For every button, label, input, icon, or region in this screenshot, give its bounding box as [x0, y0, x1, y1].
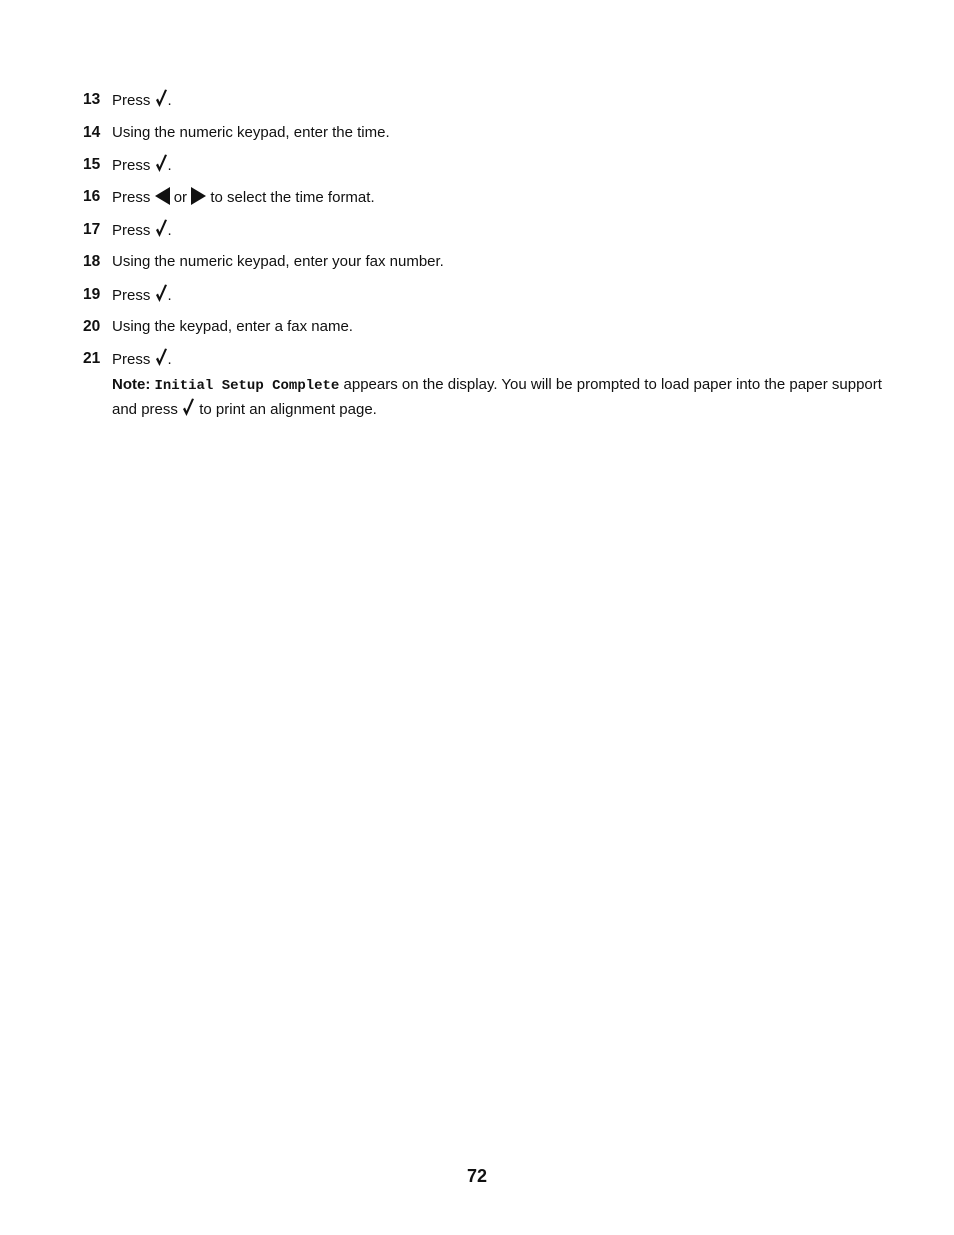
step-number: 18: [83, 253, 101, 271]
checkmark-icon: [155, 284, 168, 303]
right-arrow-icon: [191, 187, 206, 205]
step-16: [83, 181, 883, 213]
step-text: Using the numeric keypad, enter your fax number.: [112, 253, 444, 271]
step-13: [83, 84, 883, 116]
step-text: Using the numeric keypad, enter the time.: [112, 123, 390, 141]
step-number: 16: [83, 188, 101, 206]
step-number: 21: [83, 350, 101, 368]
left-arrow-icon: [155, 187, 170, 205]
step-text: Press .: [112, 89, 172, 111]
step-text: Press or to select the time format.: [112, 188, 375, 206]
step-text: Using the keypad, enter a fax name.: [112, 317, 353, 335]
step-number: 20: [83, 317, 101, 335]
note-text-b: to print an alignment page.: [199, 401, 377, 418]
display-message: Initial Setup Complete: [154, 378, 340, 394]
step-number: 17: [83, 220, 101, 238]
note-label: Note:: [112, 376, 151, 393]
checkmark-icon: [182, 398, 195, 417]
step-20: [83, 311, 883, 343]
step-18: [83, 246, 883, 278]
note-paragraph: [112, 373, 882, 421]
step-15: [83, 149, 883, 181]
page-number: 72: [466, 1166, 488, 1186]
step-21: [83, 343, 883, 375]
instruction-steps: [83, 84, 883, 376]
step-number: 14: [83, 123, 101, 141]
step-number: 15: [83, 155, 101, 173]
step-19: [83, 278, 883, 310]
step-number: 13: [83, 91, 101, 109]
step-text: Press .: [112, 348, 172, 370]
checkmark-icon: [155, 89, 168, 108]
checkmark-icon: [155, 219, 168, 238]
step-14: [83, 116, 883, 148]
step-text: Press .: [112, 154, 172, 176]
step-17: [83, 214, 883, 246]
note-text-a: appears on the display. You will be prompted to load paper into the paper support and press: [112, 376, 882, 418]
step-text: Press .: [112, 219, 172, 241]
step-text: Press .: [112, 284, 172, 306]
checkmark-icon: [155, 348, 168, 367]
step-number: 19: [83, 285, 101, 303]
checkmark-icon: [155, 154, 168, 173]
